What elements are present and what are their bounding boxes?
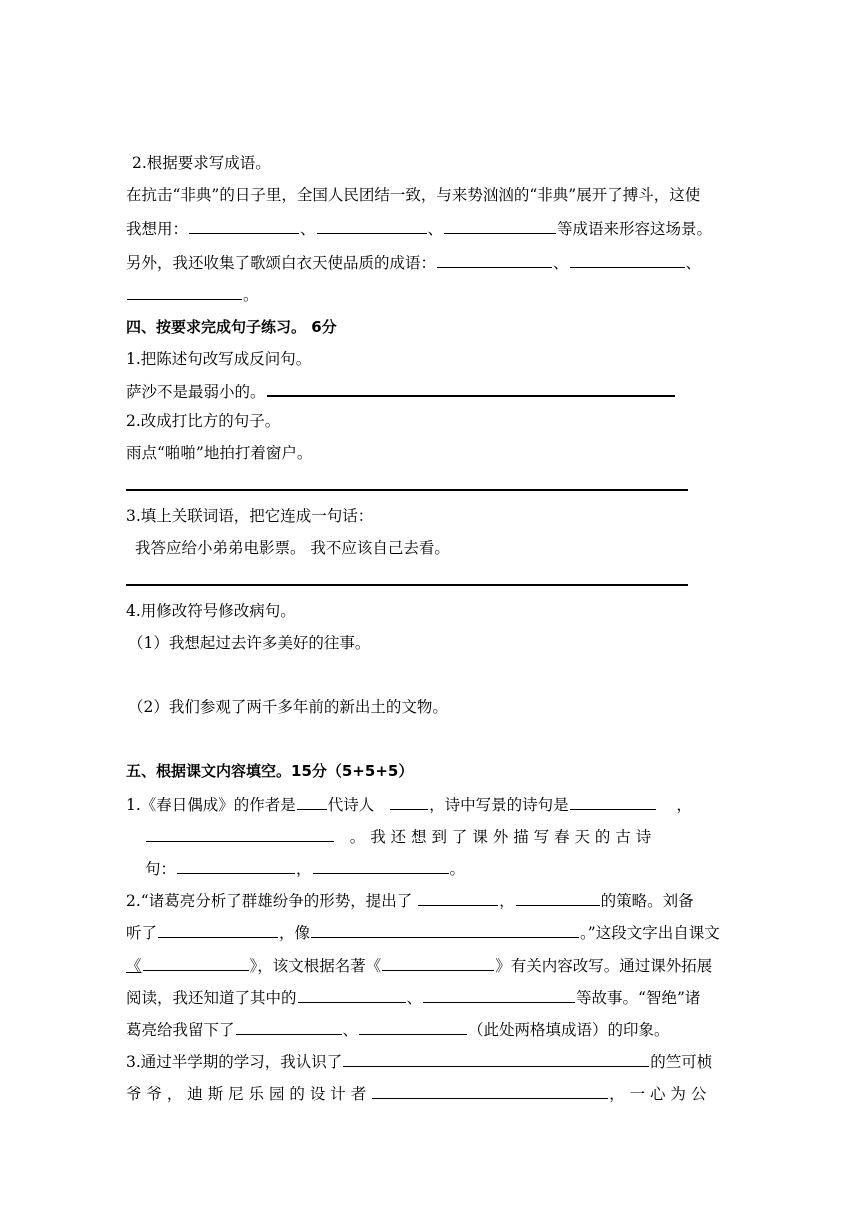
rhetorical-answer-blank[interactable] (267, 380, 675, 397)
novel-title-blank[interactable] (382, 955, 494, 971)
s5-q1-line1: 1.《春日偶成》的作者是 代诗人 ，诗中写景的诗句是 ， (126, 796, 692, 814)
lesson-title-blank[interactable] (143, 955, 249, 971)
s4-q4-title: 4.用修改符号修改病句。 (126, 602, 296, 620)
q2-line1: 在抗击“非典”的日子里，全国人民团结一致，与来势汹汹的“非典”展开了搏斗，这使 (126, 186, 701, 204)
idiom-blank-3[interactable] (444, 218, 556, 234)
s5-q1-line3: 句： ， 。 (145, 860, 466, 878)
idiom-blank-2[interactable] (317, 218, 427, 234)
metaphor-answer-line[interactable] (126, 489, 688, 491)
s5-q2-line2: 听了 ，像 。”这段文字出自课文 (126, 924, 720, 942)
s5-q3-line1: 3.通过半学期的学习，我认识了 的竺可桢 (126, 1053, 713, 1071)
strategy-blank-1[interactable] (418, 890, 498, 906)
q2-line4: 。 (126, 284, 259, 305)
spring-poem-blank-1[interactable] (177, 858, 295, 874)
s4-q3-title: 3.填上关联词语，把它连成一句话： (126, 507, 374, 525)
zhu-kezhen-blank[interactable] (343, 1051, 649, 1067)
story-blank-2[interactable] (423, 987, 575, 1003)
angel-idiom-blank-1[interactable] (437, 252, 552, 268)
q2-line2: 我想用： 、 、 等成语来形容这场景。 (126, 220, 713, 238)
idiom-blank-1[interactable] (189, 218, 299, 234)
s4-q2-title: 2.改成打比方的句子。 (126, 412, 281, 430)
story-blank-1[interactable] (298, 987, 406, 1003)
poet-blank[interactable] (390, 794, 428, 810)
impression-blank-2[interactable] (359, 1019, 467, 1035)
impression-blank-1[interactable] (236, 1019, 342, 1035)
s4-q2-sentence: 雨点“啪啪”地拍打着窗户。 (126, 444, 313, 462)
angel-idiom-blank-3[interactable] (127, 284, 242, 300)
s5-q2-line4: 阅读，我还知道了其中的 、 等故事。“智绝”诸 (126, 989, 701, 1007)
scene-line-blank-2[interactable] (146, 826, 334, 842)
s5-q3-line2: 爷 爷 ， 迪 斯 尼 乐 园 的 设 计 者 ， 一 心 为 公 (126, 1085, 707, 1103)
s4-q1-line: 萨沙不是最弱小的。 (126, 380, 676, 402)
q2-line3: 另外，我还收集了歌颂白衣天使品质的成语： 、 、 (126, 254, 702, 272)
spring-poem-blank-2[interactable] (313, 858, 449, 874)
disney-designer-blank[interactable] (372, 1083, 608, 1099)
s5-q1-line2: 。 我 还 想 到 了 课 外 描 写 春 天 的 古 诗 (145, 826, 651, 847)
dynasty-blank[interactable] (297, 794, 327, 810)
s4-q4-item1: （1）我想起过去许多美好的往事。 (128, 634, 371, 652)
s4-q1-title: 1.把陈述句改写成反问句。 (126, 350, 312, 368)
q2-title: 2.根据要求写成语。 (132, 154, 271, 172)
s4-q4-item2: （2）我们参观了两千多年前的新出土的文物。 (128, 698, 448, 716)
angel-idiom-blank-2[interactable] (570, 252, 685, 268)
simile-blank[interactable] (311, 922, 579, 938)
section-5-title: 五、根据课文内容填空。15分（5+5+5） (126, 762, 414, 780)
scene-line-blank-1[interactable] (570, 794, 656, 810)
s4-q3-sentence: 我答应给小弟弟电影票。 我不应该自己去看。 (135, 539, 450, 557)
s5-q2-line1: 2.“诸葛亮分析了群雄纷争的形势，提出了 ， 的策略。刘备 (126, 892, 694, 910)
s5-q2-line3: 《 》，该文根据名著《 》有关内容改写。通过课外拓展 (126, 957, 713, 975)
strategy-blank-2[interactable] (516, 890, 600, 906)
s5-q2-line5: 葛亮给我留下了 、 （此处两格填成语）的印象。 (126, 1021, 670, 1039)
liubei-blank[interactable] (158, 922, 278, 938)
conjunction-answer-line[interactable] (126, 584, 688, 586)
section-4-title: 四、按要求完成句子练习。 6分 (126, 318, 337, 336)
